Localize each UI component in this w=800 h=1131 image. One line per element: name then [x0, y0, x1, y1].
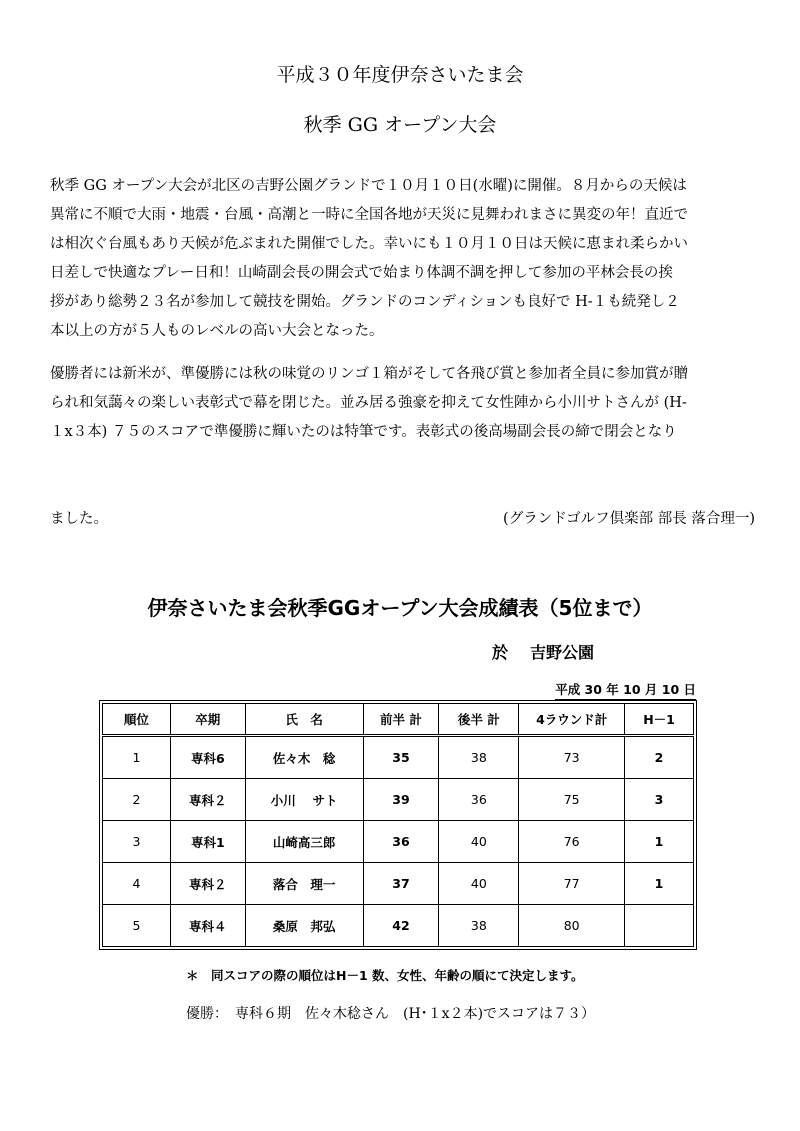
front-score-cell: 35 [363, 736, 439, 779]
article-line: られ和気藹々の楽しい表彰式で幕を閉じた。並み居る強豪を抑えて女性陣から小川サトさんが (H- [50, 395, 687, 411]
table-row [103, 736, 694, 779]
class-cell: 専科1 [170, 821, 245, 863]
article-closing [50, 505, 755, 534]
rank-cell: 3 [103, 821, 171, 863]
page-title: 平成３０年度伊奈さいたま会 [276, 64, 524, 86]
article-line: １x３本) ７５のスコアで準優勝に輝いたのは特筆です。表彰式の後高場副会長の締で閉会となり [50, 424, 677, 440]
back-score-cell: 40 [439, 821, 519, 863]
h1-count-cell [625, 905, 694, 947]
h1-count-cell: 1 [625, 863, 694, 905]
column-header: H－1 [625, 704, 694, 736]
front-score-cell: 42 [363, 905, 439, 947]
class-cell: 専科6 [170, 736, 245, 779]
total-score-cell: 75 [519, 779, 625, 821]
table-row [103, 779, 694, 821]
table-header-row [103, 704, 694, 736]
column-header: 後半 計 [439, 704, 519, 736]
name-cell: 佐々木 稔 [245, 736, 363, 779]
class-cell: 専科４ [170, 905, 245, 947]
article-last-line: ました。 [50, 511, 108, 527]
front-score-cell: 39 [363, 779, 439, 821]
winner-summary: 優勝： 専科６期 佐々木稔さん (H･１x２本)でスコアは７３） [186, 1006, 596, 1022]
name-cell: 落合 理一 [245, 863, 363, 905]
name-cell: 小川 サト [245, 779, 363, 821]
article-paragraph-2 [50, 360, 755, 447]
table-row [103, 863, 694, 905]
results-date: 平成 30 年 10 月 10 日 [555, 680, 696, 700]
rank-cell: 4 [103, 863, 171, 905]
article-line: 拶があり総勢２３名が参加して競技を開始。グランドのコンディションも良好で H-１も続発し２ [50, 294, 680, 310]
column-header: 卒期 [170, 704, 245, 736]
signature: (グランドゴルフ倶楽部 部長 落合理一) [503, 511, 755, 527]
column-header: 氏 名 [245, 704, 363, 736]
article-line: 本以上の方が５人ものレベルの高い大会となった。 [50, 323, 384, 339]
name-cell: 桑原 邦弘 [245, 905, 363, 947]
article-line: 日差しで快適なプレー日和！山崎副会長の開会式で始まり体調不調を押して参加の平林会長の挨 [50, 265, 673, 281]
h1-count-cell: 1 [625, 821, 694, 863]
article-line: 秋季 GG オープン大会が北区の吉野公園グランドで１０月１０日(水曜)に開催。８月からの天候は [50, 178, 687, 194]
total-score-cell: 76 [519, 821, 625, 863]
front-score-cell: 36 [363, 821, 439, 863]
tie-break-note: ＊ 同スコアの際の順位はH－1 数、女性、年齢の順にて決定します。 [186, 968, 584, 983]
rank-cell: 5 [103, 905, 171, 947]
article-paragraph-1 [50, 172, 755, 346]
venue-prefix: 於 [492, 643, 509, 662]
total-score-cell: 77 [519, 863, 625, 905]
results-table [102, 703, 694, 947]
total-score-cell: 80 [519, 905, 625, 947]
column-header: 順位 [103, 704, 171, 736]
venue [492, 640, 594, 663]
back-score-cell: 40 [439, 863, 519, 905]
rank-cell: 2 [103, 779, 171, 821]
table-row [103, 905, 694, 947]
column-header: 前半 計 [363, 704, 439, 736]
total-score-cell: 73 [519, 736, 625, 779]
h1-count-cell: 3 [625, 779, 694, 821]
article-line: 異常に不順で大雨・地震・台風・高潮と一時に全国各地が天災に見舞われまさに異変の年！直近で [50, 207, 688, 223]
article-line: 優勝者には新米が、準優勝には秋の味覚のリンゴ１箱がそして各飛び賞と参加者全員に参加賞が贈 [50, 366, 688, 382]
venue-name: 吉野公園 [530, 643, 595, 662]
back-score-cell: 36 [439, 779, 519, 821]
table-row [103, 821, 694, 863]
rank-cell: 1 [103, 736, 171, 779]
back-score-cell: 38 [439, 905, 519, 947]
class-cell: 専科２ [170, 863, 245, 905]
name-cell: 山崎高三郎 [245, 821, 363, 863]
column-header: 4ラウンド計 [519, 704, 625, 736]
results-title: 伊奈さいたま会秋季GGオープン大会成績表（5位まで） [147, 596, 653, 620]
h1-count-cell: 2 [625, 736, 694, 779]
front-score-cell: 37 [363, 863, 439, 905]
back-score-cell: 38 [439, 736, 519, 779]
article-line: は相次ぐ台風もあり天候が危ぶまれた開催でした。幸いにも１０月１０日は天候に恵まれ柔らかい [50, 236, 688, 252]
class-cell: 専科２ [170, 779, 245, 821]
results-table-frame [99, 700, 697, 950]
page-subtitle: 秋季 GG オープン大会 [303, 114, 497, 136]
